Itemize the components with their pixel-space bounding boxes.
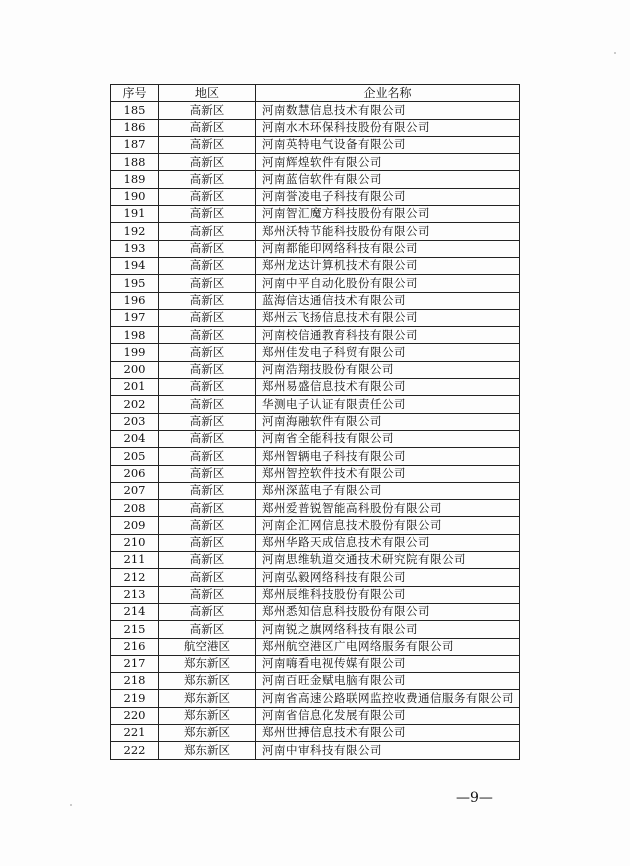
row-index: 209 — [111, 517, 159, 534]
table-row — [111, 292, 520, 309]
row-index: 220 — [111, 707, 159, 724]
table-row — [111, 275, 520, 292]
row-region: 航空港区 — [159, 638, 256, 655]
row-region: 高新区 — [159, 240, 256, 257]
row-index: 188 — [111, 154, 159, 171]
row-region: 高新区 — [159, 552, 256, 569]
row-region: 郑东新区 — [159, 690, 256, 707]
row-region: 高新区 — [159, 465, 256, 482]
table-row — [111, 413, 520, 430]
table-row — [111, 603, 520, 620]
row-index: 221 — [111, 724, 159, 741]
table-row — [111, 517, 520, 534]
table-row — [111, 655, 520, 672]
table-row — [111, 102, 520, 119]
row-region: 郑东新区 — [159, 724, 256, 741]
table-row — [111, 500, 520, 517]
row-index: 195 — [111, 275, 159, 292]
table-row — [111, 206, 520, 223]
table-row — [111, 223, 520, 240]
scan-speck — [614, 52, 616, 54]
row-index: 202 — [111, 396, 159, 413]
row-region: 郑东新区 — [159, 742, 256, 759]
row-company-name: 郑州世搏信息技术有限公司 — [256, 724, 520, 741]
row-company-name: 郑州智控软件技术有限公司 — [256, 465, 520, 482]
row-index: 199 — [111, 344, 159, 361]
row-region: 高新区 — [159, 171, 256, 188]
row-index: 222 — [111, 742, 159, 759]
table-row — [111, 379, 520, 396]
row-region: 高新区 — [159, 500, 256, 517]
header-company-name: 企业名称 — [256, 85, 520, 102]
row-region: 高新区 — [159, 136, 256, 153]
table-row — [111, 344, 520, 361]
row-company-name: 河南校信通教育科技有限公司 — [256, 327, 520, 344]
row-company-name: 郑州华路天成信息技术有限公司 — [256, 534, 520, 551]
row-company-name: 郑州深蓝电子有限公司 — [256, 482, 520, 499]
table-row — [111, 327, 520, 344]
row-company-name: 郑州龙达计算机技术有限公司 — [256, 257, 520, 274]
row-index: 212 — [111, 569, 159, 586]
row-region: 高新区 — [159, 327, 256, 344]
table-row — [111, 621, 520, 638]
header-region: 地区 — [159, 85, 256, 102]
row-company-name: 河南数慧信息技术有限公司 — [256, 102, 520, 119]
row-region: 高新区 — [159, 569, 256, 586]
row-company-name: 华测电子认证有限责任公司 — [256, 396, 520, 413]
scan-speck — [70, 804, 72, 806]
table-row — [111, 171, 520, 188]
row-index: 205 — [111, 448, 159, 465]
table-row — [111, 586, 520, 603]
page-number: —9— — [456, 790, 493, 806]
row-region: 郑东新区 — [159, 655, 256, 672]
row-index: 201 — [111, 379, 159, 396]
row-region: 高新区 — [159, 154, 256, 171]
row-company-name: 郑州沃特节能科技股份有限公司 — [256, 223, 520, 240]
row-company-name: 河南嗨看电视传媒有限公司 — [256, 655, 520, 672]
table-body — [111, 102, 520, 759]
row-region: 高新区 — [159, 119, 256, 136]
row-index: 218 — [111, 673, 159, 690]
row-index: 214 — [111, 603, 159, 620]
table-row — [111, 690, 520, 707]
row-index: 216 — [111, 638, 159, 655]
row-company-name: 郑州佳发电子科贸有限公司 — [256, 344, 520, 361]
table-row — [111, 154, 520, 171]
row-index: 186 — [111, 119, 159, 136]
row-region: 高新区 — [159, 257, 256, 274]
row-company-name: 河南海融软件有限公司 — [256, 413, 520, 430]
table-row — [111, 257, 520, 274]
table-row — [111, 465, 520, 482]
table-row — [111, 569, 520, 586]
row-index: 208 — [111, 500, 159, 517]
row-company-name: 郑州智辆电子科技有限公司 — [256, 448, 520, 465]
table-row — [111, 552, 520, 569]
row-company-name: 郑州辰维科技股份有限公司 — [256, 586, 520, 603]
row-index: 190 — [111, 188, 159, 205]
table-row — [111, 430, 520, 447]
table-row — [111, 673, 520, 690]
row-region: 高新区 — [159, 275, 256, 292]
row-index: 206 — [111, 465, 159, 482]
enterprise-table — [110, 84, 520, 760]
row-company-name: 郑州航空港区广电网络服务有限公司 — [256, 638, 520, 655]
row-index: 210 — [111, 534, 159, 551]
row-index: 191 — [111, 206, 159, 223]
table-row — [111, 448, 520, 465]
row-region: 高新区 — [159, 448, 256, 465]
row-index: 217 — [111, 655, 159, 672]
row-company-name: 河南都能印网络科技有限公司 — [256, 240, 520, 257]
row-index: 196 — [111, 292, 159, 309]
row-company-name: 河南智汇魔方科技股份有限公司 — [256, 206, 520, 223]
row-region: 高新区 — [159, 379, 256, 396]
row-region: 郑东新区 — [159, 707, 256, 724]
row-company-name: 河南思维轨道交通技术研究院有限公司 — [256, 552, 520, 569]
row-index: 187 — [111, 136, 159, 153]
table-row — [111, 119, 520, 136]
row-company-name: 河南百旺金赋电脑有限公司 — [256, 673, 520, 690]
row-index: 207 — [111, 482, 159, 499]
row-region: 高新区 — [159, 586, 256, 603]
row-company-name: 河南省高速公路联网监控收费通信服务有限公司 — [256, 690, 520, 707]
row-company-name: 河南水木环保科技股份有限公司 — [256, 119, 520, 136]
row-region: 高新区 — [159, 102, 256, 119]
row-region: 高新区 — [159, 344, 256, 361]
row-company-name: 河南蓝信软件有限公司 — [256, 171, 520, 188]
row-company-name: 郑州悉知信息科技股份有限公司 — [256, 603, 520, 620]
row-index: 193 — [111, 240, 159, 257]
row-index: 213 — [111, 586, 159, 603]
row-company-name: 郑州云飞扬信息技术有限公司 — [256, 309, 520, 326]
table-row — [111, 240, 520, 257]
row-index: 203 — [111, 413, 159, 430]
table-row — [111, 309, 520, 326]
row-company-name: 河南锐之旗网络科技有限公司 — [256, 621, 520, 638]
row-region: 高新区 — [159, 292, 256, 309]
row-company-name: 蓝海信达通信技术有限公司 — [256, 292, 520, 309]
row-region: 高新区 — [159, 188, 256, 205]
row-index: 185 — [111, 102, 159, 119]
row-company-name: 河南省全能科技有限公司 — [256, 430, 520, 447]
row-index: 219 — [111, 690, 159, 707]
header-index: 序号 — [111, 85, 159, 102]
table-row — [111, 742, 520, 759]
row-region: 高新区 — [159, 396, 256, 413]
row-region: 高新区 — [159, 621, 256, 638]
table-row — [111, 136, 520, 153]
row-index: 198 — [111, 327, 159, 344]
row-region: 高新区 — [159, 206, 256, 223]
row-region: 高新区 — [159, 361, 256, 378]
row-region: 郑东新区 — [159, 673, 256, 690]
row-index: 194 — [111, 257, 159, 274]
row-region: 高新区 — [159, 309, 256, 326]
row-region: 高新区 — [159, 430, 256, 447]
row-company-name: 河南誉凌电子科技有限公司 — [256, 188, 520, 205]
row-index: 215 — [111, 621, 159, 638]
row-index: 189 — [111, 171, 159, 188]
row-company-name: 河南中审科技有限公司 — [256, 742, 520, 759]
row-company-name: 郑州爱普锐智能高科股份有限公司 — [256, 500, 520, 517]
row-company-name: 河南中平自动化股份有限公司 — [256, 275, 520, 292]
row-region: 高新区 — [159, 223, 256, 240]
table-row — [111, 396, 520, 413]
row-index: 197 — [111, 309, 159, 326]
row-region: 高新区 — [159, 534, 256, 551]
table-row — [111, 638, 520, 655]
row-region: 高新区 — [159, 413, 256, 430]
row-company-name: 河南弘毅网络科技有限公司 — [256, 569, 520, 586]
row-company-name: 河南浩翔技股份有限公司 — [256, 361, 520, 378]
row-index: 204 — [111, 430, 159, 447]
table-row — [111, 707, 520, 724]
row-company-name: 河南辉煌软件有限公司 — [256, 154, 520, 171]
row-region: 高新区 — [159, 517, 256, 534]
table-row — [111, 188, 520, 205]
row-index: 200 — [111, 361, 159, 378]
table-row — [111, 724, 520, 741]
table-row — [111, 534, 520, 551]
table-header — [111, 85, 520, 102]
row-company-name: 河南企汇网信息技术股份有限公司 — [256, 517, 520, 534]
row-index: 211 — [111, 552, 159, 569]
table-row — [111, 482, 520, 499]
row-company-name: 河南英特电气设备有限公司 — [256, 136, 520, 153]
row-company-name: 郑州易盛信息技术有限公司 — [256, 379, 520, 396]
row-index: 192 — [111, 223, 159, 240]
table-row — [111, 361, 520, 378]
row-company-name: 河南省信息化发展有限公司 — [256, 707, 520, 724]
row-region: 高新区 — [159, 603, 256, 620]
row-region: 高新区 — [159, 482, 256, 499]
